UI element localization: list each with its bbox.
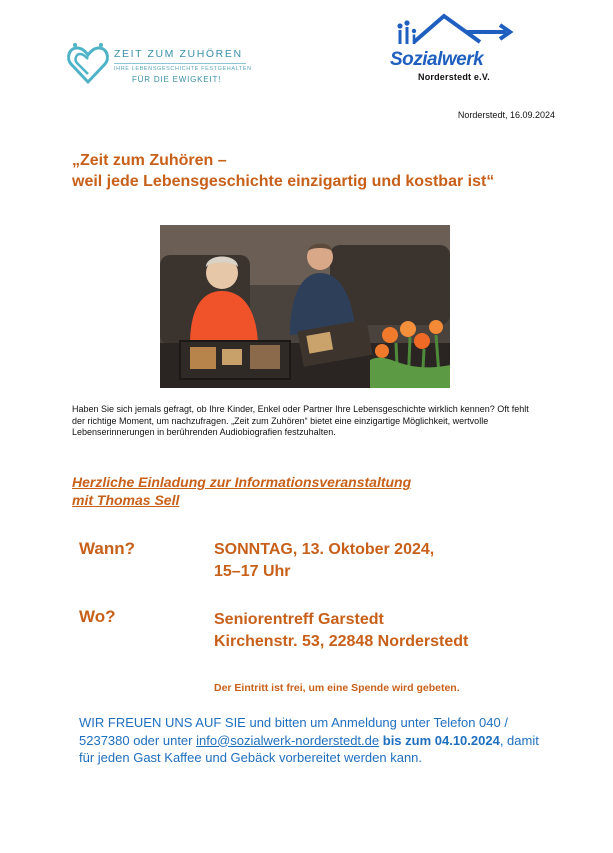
where-value	[214, 609, 468, 653]
where-address: Kirchenstr. 53, 22848 Norderstedt	[214, 633, 469, 650]
free-entry-note: Der Eintritt ist frei, um eine Spende wird gebeten.	[214, 682, 460, 694]
invitation-heading	[72, 473, 542, 509]
intro-paragraph: Haben Sie sich jemals gefragt, ob Ihre Kinder, Enkel oder Partner Ihre Lebensgeschichte wirklich kennen? Oft fehlt der richtige Moment, um nachzufragen. „Zeit zum Zuhören“ bietet eine einzigartige Möglichkeit, wertvolle Lebenserinnerungen in berührenden Audiobiografien festzuhalten.	[72, 404, 529, 437]
headline	[72, 150, 552, 192]
email-link[interactable]: info@sozialwerk-norderstedt.de	[196, 732, 380, 748]
headline-line-1: „Zeit zum Zuhören –	[72, 152, 227, 169]
contact-paragraph	[79, 714, 549, 767]
logo-divider	[114, 63, 246, 64]
zeit-zum-zuhoeren-logo	[66, 42, 266, 90]
document-date: Norderstedt, 16.09.2024	[457, 110, 555, 120]
when-date: SONNTAG, 13. Oktober 2024,	[214, 541, 435, 558]
sozialwerk-wordmark: Sozialwerk	[390, 49, 484, 70]
house-arrow-logo-icon	[388, 12, 518, 52]
registration-deadline: bis zum 04.10.2024	[382, 732, 500, 748]
when-label: Wann?	[79, 539, 136, 558]
event-photo	[160, 225, 450, 388]
photo-illustration	[160, 225, 450, 388]
where-label: Wo?	[79, 607, 116, 626]
where-venue: Seniorentreff Garstedt	[214, 611, 384, 628]
invitation-line-2: mit Thomas Sell	[72, 492, 180, 508]
logo-title: ZEIT ZUM ZUHÖREN	[114, 48, 243, 60]
when-time: 15–17 Uhr	[214, 563, 291, 580]
invitation-line-1: Herzliche Einladung zur Informationsveranstaltung	[72, 474, 412, 490]
headline-line-2: weil jede Lebensgeschichte einzigartig und kostbar ist“	[72, 173, 495, 190]
logo-subtitle: IHRE LEBENSGESCHICHTE FESTGEHALTEN	[114, 66, 252, 72]
sozialwerk-logo	[388, 12, 518, 88]
heart-logo-icon	[66, 42, 110, 86]
logo-subtitle-2: FÜR DIE EWIGKEIT!	[132, 75, 222, 84]
when-value	[214, 539, 434, 583]
contact-text-3: , damit für jeden Gast Kaffee und Gebäck vorbereitet werden kann.	[79, 732, 539, 765]
sozialwerk-city: Norderstedt e.V.	[418, 72, 490, 82]
contact-text-1: WIR FREUEN UNS AUF SIE und bitten um Anmeldung unter Telefon 040 / 5237380 oder unter	[79, 715, 508, 748]
